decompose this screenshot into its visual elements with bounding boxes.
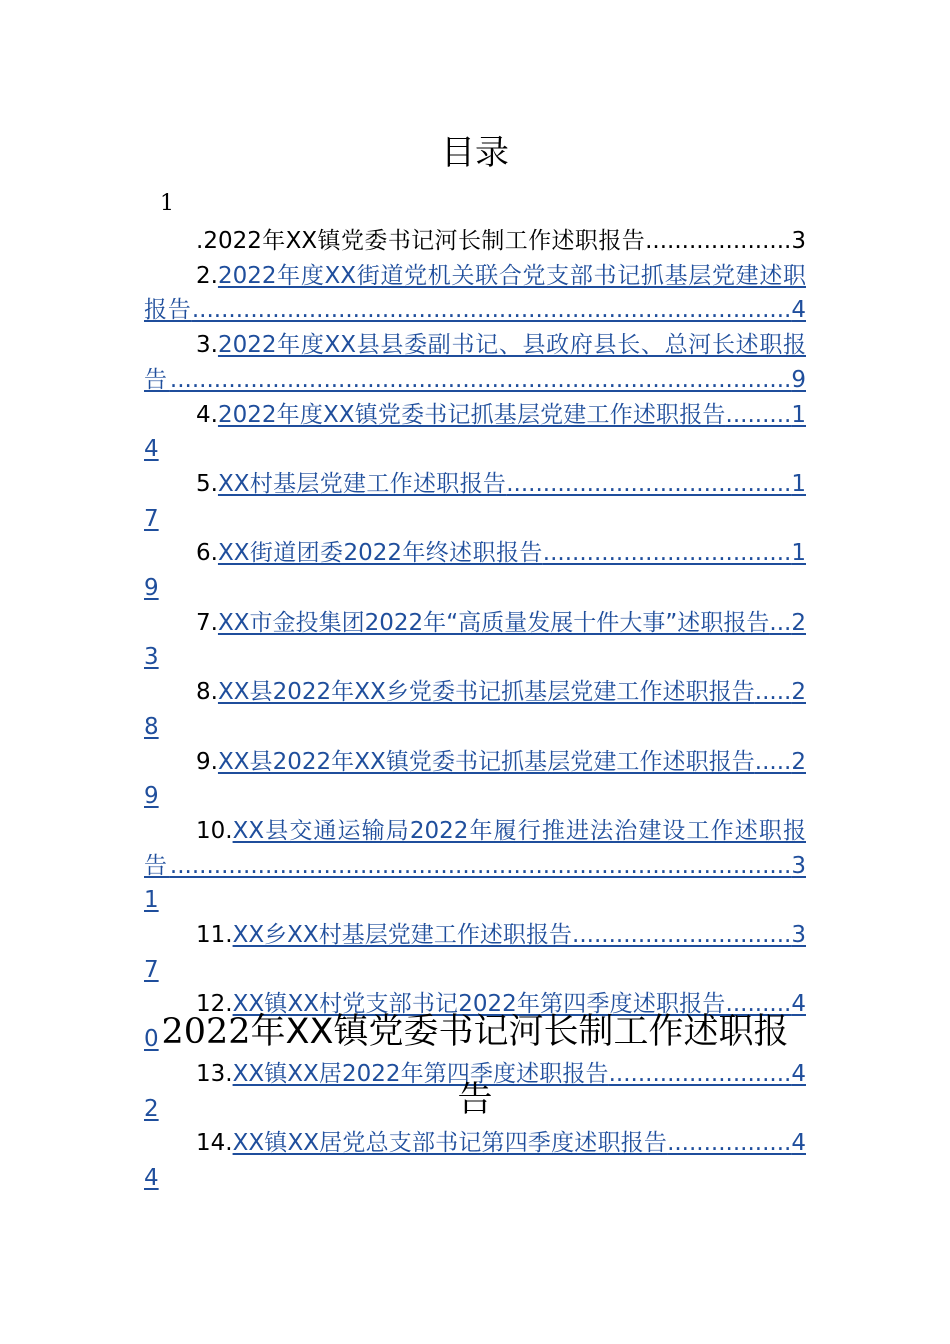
toc-entry-page: 9	[791, 366, 806, 393]
toc-entry[interactable]	[144, 328, 806, 397]
toc-entry[interactable]	[144, 536, 806, 605]
toc-leader-dots: .........	[725, 401, 792, 428]
toc-entry-title: XX镇XX居党总支部书记第四季度述职报告	[232, 1130, 668, 1157]
toc-entry-link[interactable]	[144, 818, 806, 913]
toc-entry-title: XX镇XX居2022年第四季度述职报告	[232, 1060, 609, 1087]
toc-entry-number: .	[196, 228, 204, 254]
toc-entry-number: 9.	[196, 748, 218, 775]
toc-entry-page: 40	[144, 991, 806, 1053]
toc-entry-link[interactable]	[144, 1130, 806, 1191]
toc-entry-title: 2022年XX镇党委书记河长制工作述职报告	[203, 228, 646, 254]
toc-entry-title: XX村基层党建工作述职报告	[217, 470, 507, 497]
toc-leader-dots: .....................................................................................	[169, 366, 792, 393]
toc-entry-title: XX镇XX村党支部书记2022年第四季度述职报告	[232, 991, 726, 1018]
toc-entry-page: 31	[144, 852, 806, 914]
toc-leader-dots: ....................	[645, 228, 792, 254]
toc-entry-title: XX县2022年XX镇党委书记抓基层党建工作述职报告	[217, 748, 755, 775]
toc-entry-page: 28	[144, 679, 806, 740]
toc-entry-number: 13.	[196, 1060, 233, 1087]
toc-entry-page: 17	[144, 470, 806, 532]
toc-entry-link[interactable]	[144, 610, 806, 671]
toc-entry-link[interactable]	[144, 749, 806, 810]
toc-entry[interactable]	[144, 918, 806, 987]
toc-entry-page: 23	[144, 609, 806, 671]
toc-entry-page: 29	[144, 748, 806, 810]
toc-leader-dots: .........................	[608, 1060, 792, 1087]
toc-leader-dots: ...	[769, 609, 792, 636]
toc-entry-number: 2.	[196, 262, 218, 289]
toc-leader-dots: .....	[754, 748, 792, 775]
toc-entry-page: 44	[144, 1130, 806, 1191]
toc-entry[interactable]	[144, 467, 806, 536]
toc-entry-page: 4	[791, 297, 806, 324]
toc-entry-link[interactable]	[144, 471, 806, 532]
toc-entry-title: XX县交通运输局2022年履行推进法治建设工作述职报告	[144, 817, 806, 879]
toc-leader-dots: ..................................	[542, 540, 792, 567]
toc-entry-link[interactable]	[144, 679, 806, 740]
toc-entry-page: 19	[144, 540, 806, 602]
toc-entry-number: 10.	[196, 817, 233, 844]
toc-entry[interactable]	[144, 675, 806, 744]
toc-leader-dots: .....................................................................................	[169, 852, 792, 879]
toc-entry[interactable]	[144, 398, 806, 467]
toc-entry-page: 42	[144, 1060, 806, 1122]
heading-text: 年XX镇党委书记河长制工作述职报告	[250, 1012, 789, 1120]
document-heading	[144, 998, 806, 1134]
toc-entry-number: 8.	[196, 679, 218, 706]
toc-leader-dots: .......................................	[506, 470, 792, 497]
toc-leader-dots: ..............................	[572, 922, 792, 949]
toc-entry-link[interactable]	[144, 263, 806, 324]
toc-leader-dots: .....	[754, 679, 792, 706]
toc-entry-number: 4.	[196, 401, 218, 428]
toc-entry-title: XX县2022年XX乡党委书记抓基层党建工作述职报告	[217, 679, 755, 706]
toc-entry[interactable]	[144, 224, 806, 259]
toc-entry-title: XX市金投集团2022年“高质量发展十件大事”述职报告	[217, 609, 770, 636]
toc-entry-link[interactable]	[144, 922, 806, 983]
toc-entry-number: 14.	[196, 1130, 233, 1157]
toc-entry[interactable]	[144, 259, 806, 328]
toc-entry-link[interactable]	[144, 402, 806, 463]
toc-leader-dots: .................	[667, 1130, 792, 1157]
toc-entry[interactable]	[144, 745, 806, 814]
toc-entry[interactable]	[144, 814, 806, 918]
heading-year: 2022	[161, 1012, 251, 1052]
toc-entry[interactable]	[144, 606, 806, 675]
toc-entry-page: 14	[144, 401, 806, 463]
toc-title: 目录	[441, 133, 509, 173]
toc-entry-page: 3	[791, 228, 806, 254]
toc-entry-title: 2022年度XX镇党委书记抓基层党建工作述职报告	[217, 401, 726, 428]
toc-entry-title: XX街道团委2022年终述职报告	[217, 540, 543, 567]
toc-entry-link[interactable]	[144, 332, 806, 393]
toc-entry-title: XX乡XX村基层党建工作述职报告	[232, 922, 573, 949]
toc-entry-title: 2022年度XX县县委副书记、县政府县长、总河长述职报告	[144, 332, 806, 393]
toc-entry-number: 11.	[196, 922, 233, 949]
toc-leader-dots: ..................................................................................	[191, 297, 792, 324]
page-number-mark: 1	[160, 191, 174, 216]
toc-leader-dots: .........	[725, 991, 792, 1018]
toc-entry-number: 6.	[196, 540, 218, 567]
toc-entry-title: 2022年度XX街道党机关联合党支部书记抓基层党建述职报告	[144, 262, 806, 324]
toc-entry-number: 3.	[196, 332, 218, 359]
toc-entry-number: 7.	[196, 609, 218, 636]
toc-entry-link[interactable]	[144, 540, 806, 601]
toc-entry-link[interactable]	[203, 228, 806, 254]
toc-entry-number: 5.	[196, 470, 218, 497]
toc-entry-number: 12.	[196, 991, 233, 1018]
toc-entry[interactable]	[144, 1126, 806, 1195]
toc-entry-page: 37	[144, 922, 806, 983]
